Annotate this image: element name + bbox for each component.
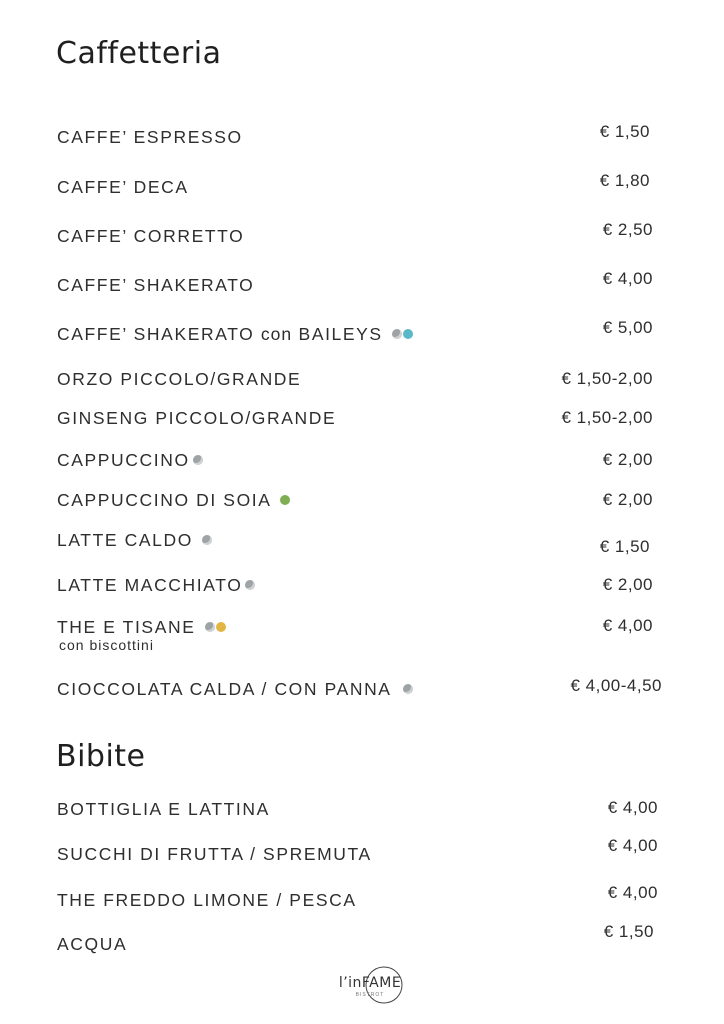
price-cioccolata: € 4,00-4,50 xyxy=(570,676,662,695)
item-name-text: CIOCCOLATA CALDA / CON PANNA xyxy=(57,679,391,699)
menu-item-the-tisane xyxy=(57,617,226,638)
menu-item-acqua: ACQUA xyxy=(57,934,128,954)
price-acqua: € 1,50 xyxy=(603,922,654,941)
item-name-con: con xyxy=(260,324,293,344)
menu-item-ginseng: GINSENG PICCOLO/GRANDE xyxy=(57,408,337,428)
menu-item-the-tisane-note: con biscottini xyxy=(59,637,154,653)
item-name-text: THE E TISANE xyxy=(57,617,196,637)
item-name-text: CAPPUCCINO DI SOIA xyxy=(57,490,271,510)
item-name-text: LATTE MACCHIATO xyxy=(57,575,243,595)
price-cappuccino-soia: € 2,00 xyxy=(602,490,653,509)
logo xyxy=(333,966,407,1006)
menu-item-cioccolata xyxy=(57,679,413,700)
milk-icon xyxy=(205,622,215,632)
menu-item-caffe-corretto: CAFFE’ CORRETTO xyxy=(57,226,245,246)
price-latte-macchiato: € 2,00 xyxy=(602,575,653,594)
fish-icon xyxy=(403,329,413,339)
menu-item-caffe-espresso: CAFFE’ ESPRESSO xyxy=(57,127,243,147)
price-the-tisane: € 4,00 xyxy=(602,616,653,635)
caffetteria-title: Caffetteria xyxy=(56,36,222,71)
item-name-text: CAPPUCCINO xyxy=(57,450,190,470)
soy-icon xyxy=(280,495,290,505)
milk-icon xyxy=(392,329,402,339)
menu-item-the-freddo: THE FREDDO LIMONE / PESCA xyxy=(57,890,357,910)
price-orzo: € 1,50-2,00 xyxy=(561,369,653,388)
price-ginseng: € 1,50-2,00 xyxy=(561,408,653,427)
item-name-part: CAFFE’ SHAKERATO xyxy=(57,324,261,344)
item-name-text: LATTE CALDO xyxy=(57,530,193,550)
price-bottiglia-lattina: € 4,00 xyxy=(607,798,658,817)
menu-item-caffe-shakerato-baileys xyxy=(57,324,413,345)
milk-icon xyxy=(245,580,255,590)
menu-item-latte-caldo xyxy=(57,530,212,551)
milk-icon xyxy=(403,684,413,694)
menu-item-caffe-deca: CAFFE’ DECA xyxy=(57,177,189,197)
logo-subtitle: BISTROT xyxy=(355,992,385,998)
menu-item-succhi: SUCCHI DI FRUTTA / SPREMUTA xyxy=(57,844,372,864)
milk-icon xyxy=(202,535,212,545)
gluten-icon xyxy=(216,622,226,632)
menu-item-caffe-shakerato: CAFFE’ SHAKERATO xyxy=(57,275,255,295)
item-name-part: BAILEYS xyxy=(292,324,383,344)
price-succhi: € 4,00 xyxy=(607,836,658,855)
price-latte-caldo: € 1,50 xyxy=(599,537,650,556)
logo-text: l’inFAME xyxy=(338,975,402,991)
price-caffe-deca: € 1,80 xyxy=(599,171,650,190)
price-caffe-espresso: € 1,50 xyxy=(599,122,650,141)
price-caffe-shakerato-baileys: € 5,00 xyxy=(602,318,653,337)
menu-item-cappuccino xyxy=(57,450,203,471)
menu-item-latte-macchiato xyxy=(57,575,255,596)
price-caffe-shakerato: € 4,00 xyxy=(602,269,653,288)
menu-item-bottiglia-lattina: BOTTIGLIA E LATTINA xyxy=(57,799,270,819)
bibite-title: Bibite xyxy=(56,739,146,774)
milk-icon xyxy=(193,455,203,465)
menu-item-cappuccino-soia xyxy=(57,490,290,511)
price-cappuccino: € 2,00 xyxy=(602,450,653,469)
price-the-freddo: € 4,00 xyxy=(607,883,658,902)
price-caffe-corretto: € 2,50 xyxy=(602,220,653,239)
menu-item-orzo: ORZO PICCOLO/GRANDE xyxy=(57,369,302,389)
